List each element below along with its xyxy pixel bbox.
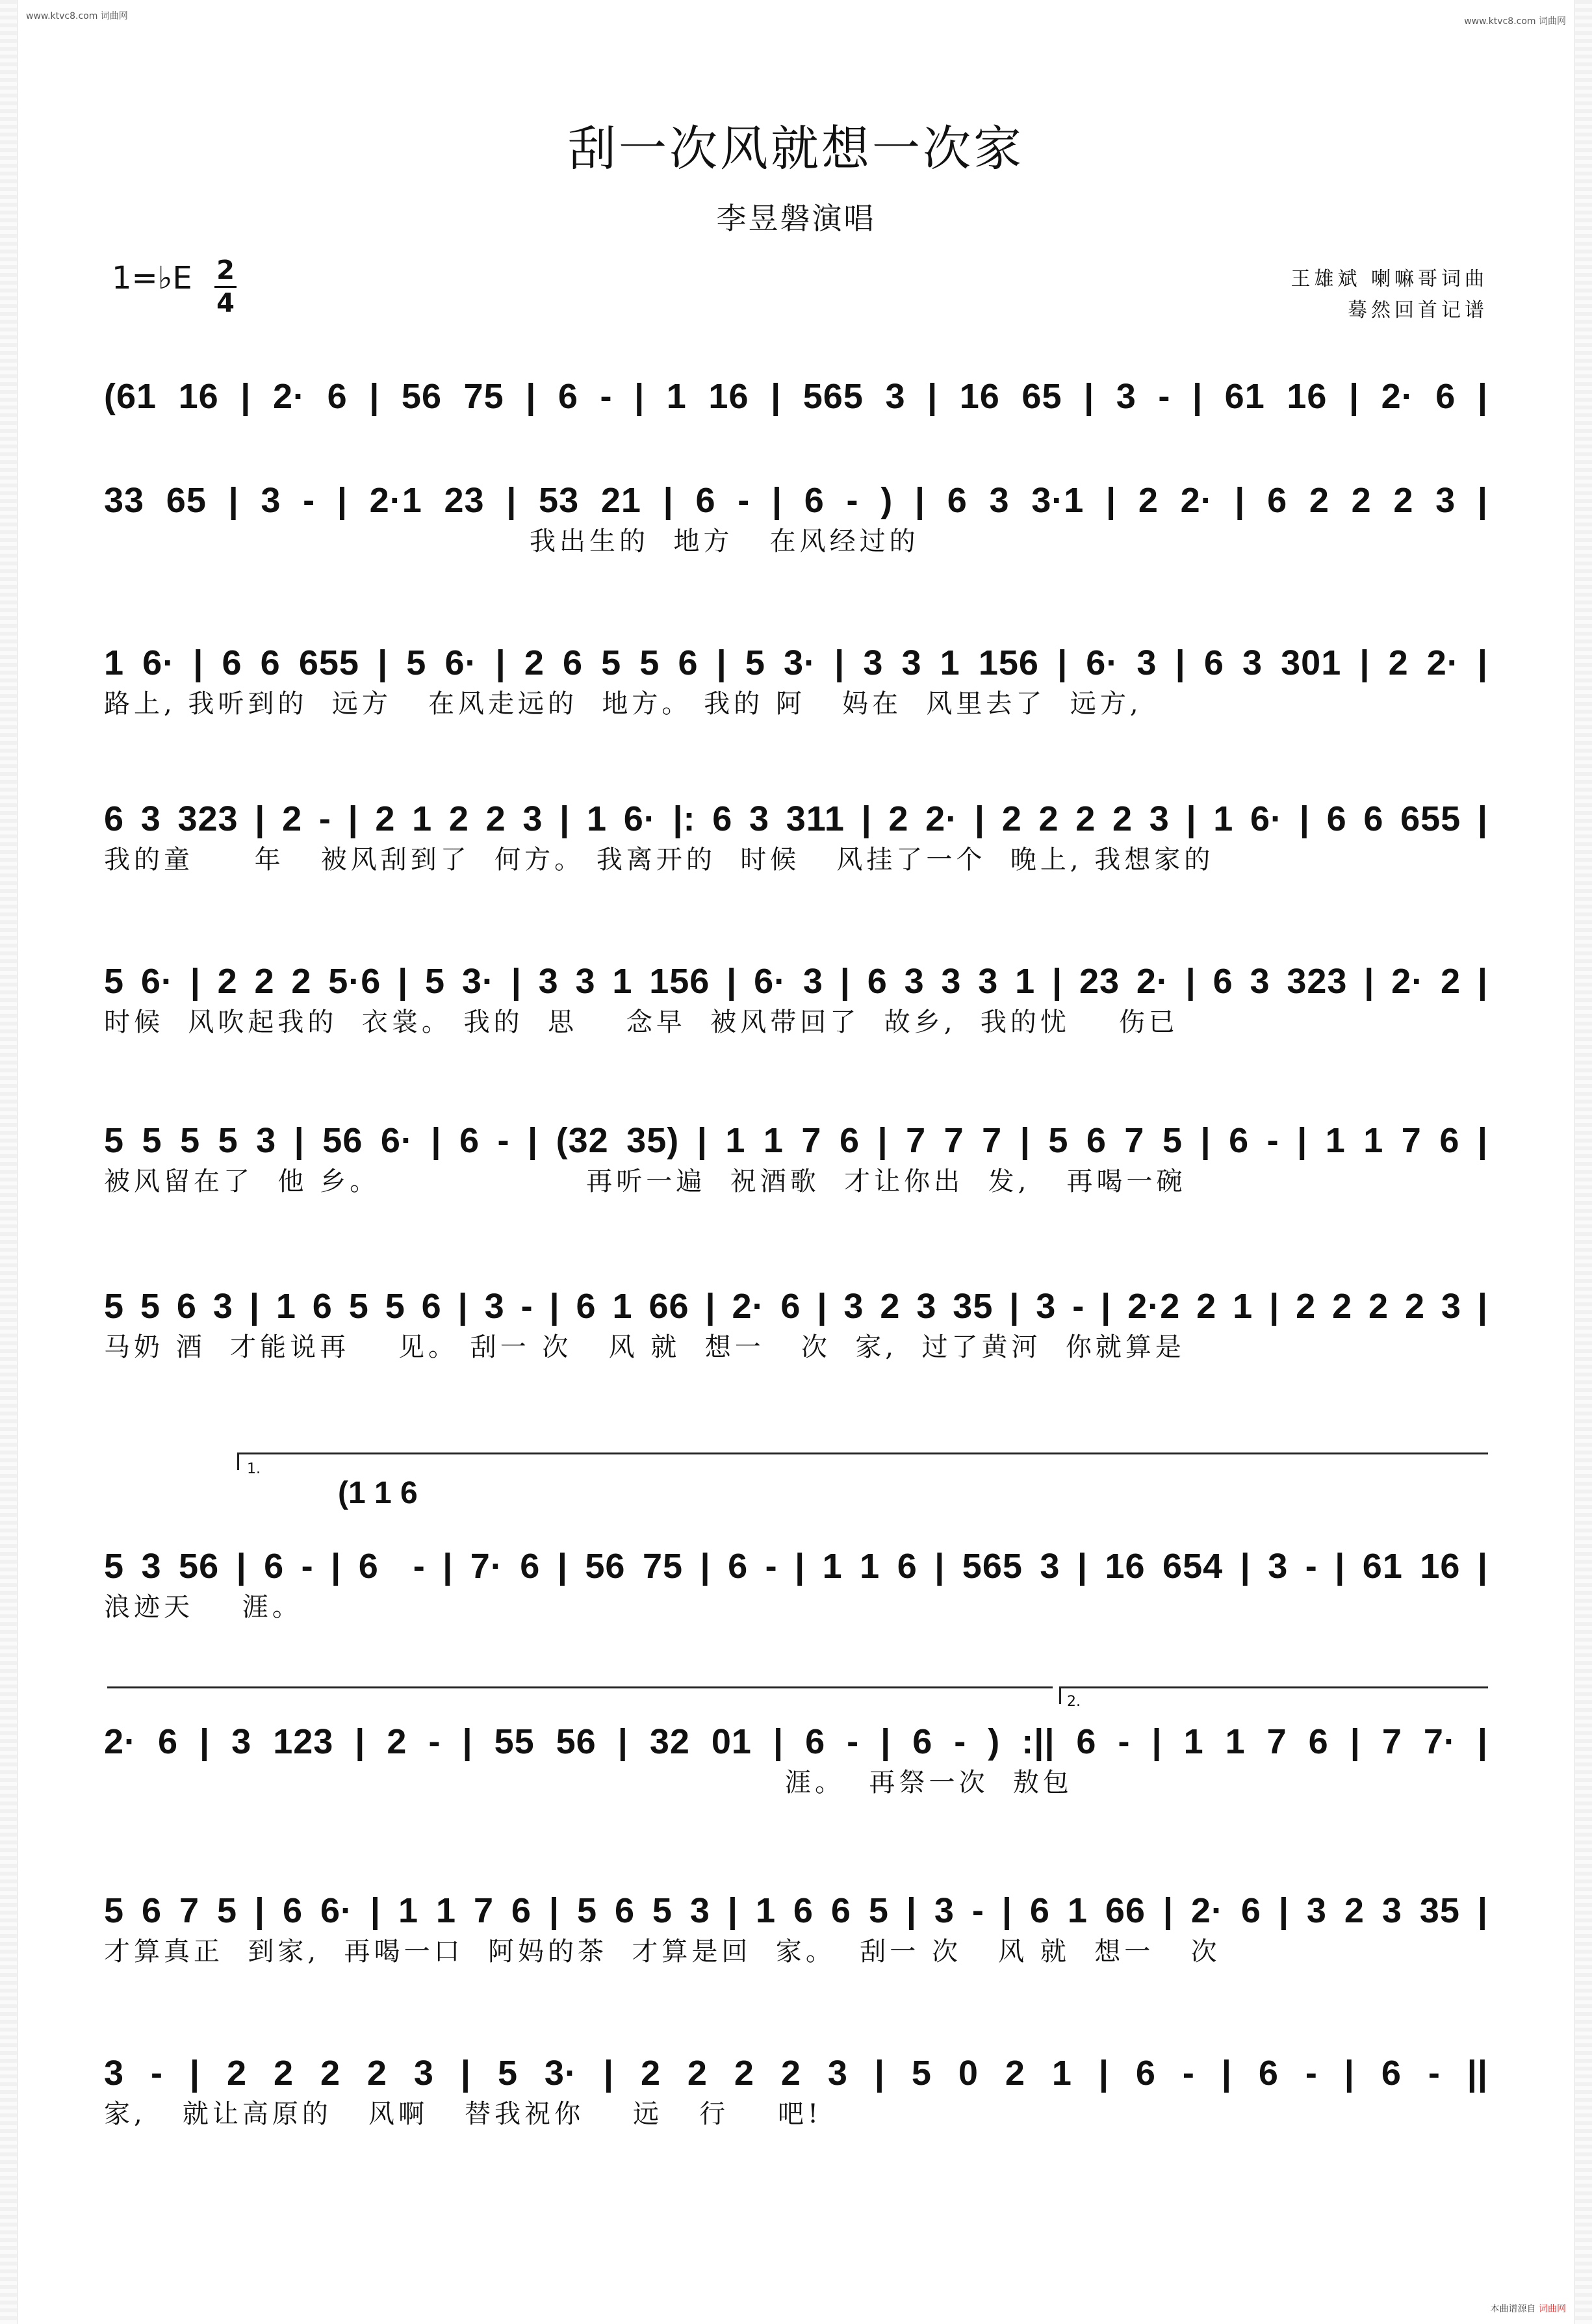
score-line-5 [104,959,1488,1040]
notation-line-2: 33 65 | 3 - | 2·1 23 | 53 21 | 6 - | 6 - ) | 6 3 3·1 | 2 2· | 6 2 2 2 3 | [104,481,1488,520]
first-ending-bracket [237,1452,1488,1454]
first-ending-continuation [107,1686,1053,1688]
source-footer [1491,2302,1566,2315]
song-title: 刮一次风就想一次家 [568,121,1024,177]
source-footer-label: 本曲谱源自 [1490,2304,1536,2314]
lyrics-line-7: 马奶 酒 才能说再 见。 刮一 次 风 就 想一 次 家, 过了黄河 你就算是 [104,1332,1185,1362]
notation-line-10: 5 6 7 5 | 6 6· | 1 1 7 6 | 5 6 5 3 | 1 6 6 5 | 3 - | 6 1 66 | 2· 6 | 3 2 3 35 | [104,1891,1488,1930]
key-signature: 1=♭E [112,260,192,296]
score-line-10 [104,1888,1488,1970]
first-ending-label: 1. [247,1461,261,1477]
notation-line-9: 2· 6 | 3 123 | 2 - | 55 56 | 32 01 | 6 - | 6 - ) :|| 6 - | 1 1 7 6 | 7 7· | [104,1722,1488,1761]
time-signature-top: 2 [216,255,235,285]
lyrics-line-11: 家, 就让高原的 风啊 替我祝你 远 行 吧! [104,2099,823,2129]
score-line-3 [104,640,1488,722]
score-line-8 [104,1543,1488,1625]
score-line-6 [104,1118,1488,1200]
notation-line-3: 1 6· | 6 6 655 | 5 6· | 2 6 5 5 6 | 5 3· | 3 3 1 156 | 6· 3 | 6 3 301 | 2 2· | [104,643,1488,682]
source-footer-site: 词曲网 [1539,2304,1566,2314]
lyrics-line-4: 我的童 年 被风刮到了 何方。 我离开的 时候 风挂了一个 晚上, 我想家的 [104,845,1214,875]
credit-words-music: 王雄斌 喇嘛哥词曲 [1290,268,1488,290]
site-watermark-top-right: www.ktvc8.com 词曲网 [1464,16,1566,27]
score-line-2 [104,478,1488,560]
notation-line-6: 5 5 5 5 3 | 56 6· | 6 - | (32 35) | 1 1 7 6 | 7 7 7 | 5 6 7 5 | 6 - | 1 1 7 6 | [104,1121,1488,1160]
grace-notes: (1 1 6 [338,1476,418,1510]
score-line-4 [104,796,1488,878]
performer: 李昱磐演唱 [716,201,876,236]
second-ending-bracket [1059,1686,1488,1688]
notation-line-7: 5 5 6 3 | 1 6 5 5 6 | 3 - | 6 1 66 | 2· 6 | 3 2 3 35 | 3 - | 2·2 2 1 | 2 2 2 2 3 | [104,1287,1488,1326]
notation-line-8: 5 3 56 | 6 - | 6 - | 7· 6 | 56 75 | 6 - | 1 1 6 | 565 3 | 16 654 | 3 - | 61 16 | [104,1547,1488,1586]
lyrics-line-9: 涯。 再祭一次 敖包 [104,1768,1073,1798]
time-signature-bottom: 4 [216,289,235,318]
notation-line-4: 6 3 323 | 2 - | 2 1 2 2 3 | 1 6· |: 6 3 311 | 2 2· | 2 2 2 2 3 | 1 6· | 6 6 655 | [104,799,1488,838]
score-line-7 [104,1284,1488,1365]
lyrics-line-3: 路上, 我听到的 远方 在风走远的 地方。 我的 阿 妈在 风里去了 远方, [104,689,1142,719]
score-line-9 [104,1719,1488,1801]
lyrics-line-6: 被风留在了 他 乡。 再听一遍 祝酒歌 才让你出 发, 再喝一碗 [104,1167,1187,1196]
lyrics-line-10: 才算真正 到家, 再喝一口 阿妈的茶 才算是回 家。 刮一 次 风 就 想一 次 [104,1937,1221,1967]
site-watermark-top-left: www.ktvc8.com 词曲网 [26,11,128,21]
score-line-11 [104,2050,1488,2132]
left-margin-strip [0,0,18,2324]
notation-line-1: (61 16 | 2· 6 | 56 75 | 6 - | 1 16 | 565 3 | 16 65 | 3 - | 61 16 | 2· 6 | [104,377,1488,416]
lyrics-line-8: 浪迹天 涯。 [104,1592,302,1622]
credit-transcriber: 蓦然回首记谱 [1348,299,1488,322]
notation-line-5: 5 6· | 2 2 2 5·6 | 5 3· | 3 3 1 156 | 6· 3 | 6 3 3 3 1 | 23 2· | 6 3 323 | 2· 2 | [104,962,1488,1001]
second-ending-label: 2. [1067,1694,1081,1710]
time-signature [214,255,237,319]
notation-line-11: 3 - | 2 2 2 2 3 | 5 3· | 2 2 2 2 3 | 5 0 2 1 | 6 - | 6 - | 6 - || [104,2054,1488,2093]
lyrics-line-2: 我出生的 地方 在风经过的 [104,526,919,556]
lyrics-line-5: 时候 风吹起我的 衣裳。 我的 思 念早 被风带回了 故乡, 我的忧 伤已 [104,1007,1179,1037]
score-line-1 [104,374,1488,419]
right-margin-strip [1574,0,1592,2324]
